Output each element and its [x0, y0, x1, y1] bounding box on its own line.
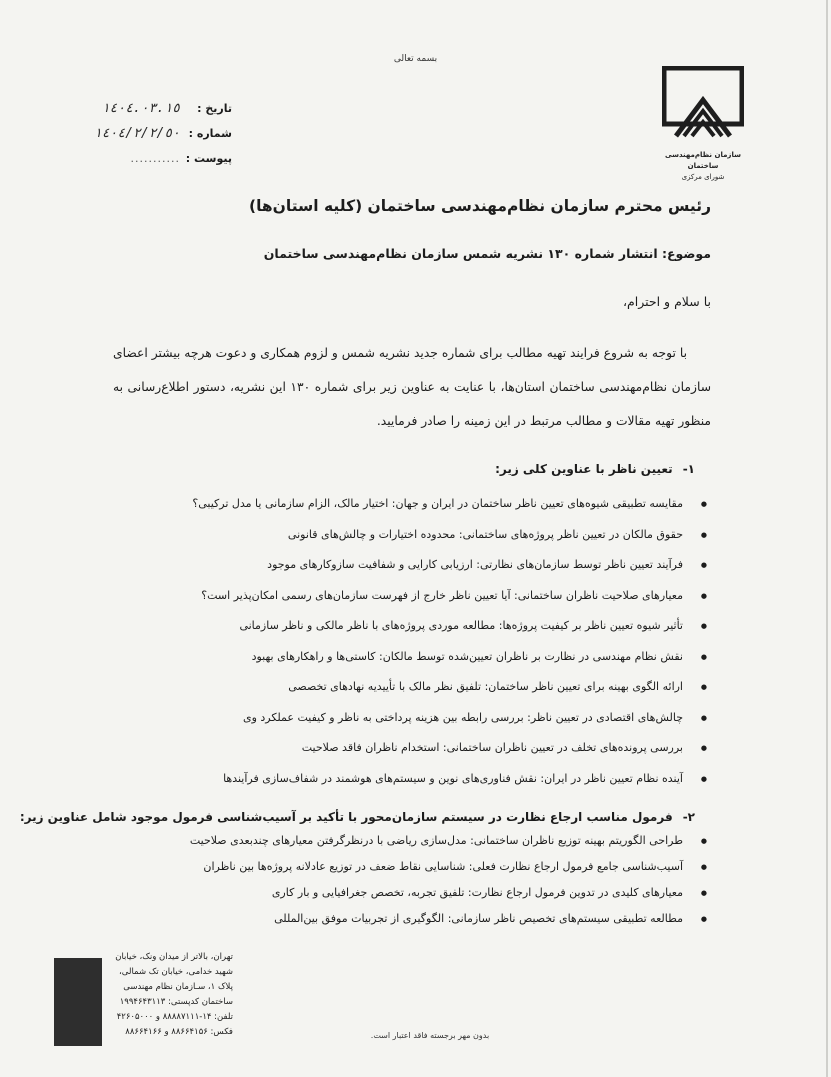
subject: موضوع: انتشار شماره ۱۳۰ نشریه شمس سازمان نظام‌مهندسی ساختمان — [263, 246, 711, 261]
scan-edge — [826, 0, 828, 1077]
logo-organization-sub: شورای مرکزی — [681, 173, 725, 181]
list-item: ● آسیب‌شناسی جامع فرمول ارجاع نظارت فعلی: شناسایی نقاط ضعف در توزیع عادلانه پروژه‌ها بین ناظران — [91, 854, 711, 880]
logo-house-icon — [662, 66, 744, 146]
section-title: فرمول مناسب ارجاع نظارت در سیستم سازمان‌محور با تأکید بر آسیب‌شناسی فرمول موجود شامل عناوین زیر: — [19, 810, 673, 824]
stamp-validity-note: بدون مهر برجسته فاقد اعتبار است. — [370, 1031, 490, 1040]
attachment-label: پیوست : — [185, 152, 232, 165]
list-item: ● چالش‌های اقتصادی در تعیین ناظر: بررسی رابطه بین هزینه پرداختی به ناظر و کیفیت عملکرد وی — [91, 703, 711, 734]
attachment-value: ........... — [130, 152, 180, 165]
date-label: تاریخ : — [197, 102, 232, 115]
date-row — [82, 96, 232, 121]
section-number: ۱- — [682, 462, 695, 476]
list-item: ● معیارهای صلاحیت ناظران ساختمانی: آیا تعیین ناظر خارج از فهرست سازمان‌های رسمی امکان‌پذیر است؟ — [91, 581, 711, 612]
section-2 — [19, 804, 711, 932]
date-value: ١٤٠٤.٠٣.١٥ — [101, 101, 180, 116]
footer-emblem-block — [54, 958, 102, 1046]
section-heading — [91, 462, 711, 489]
section-1 — [91, 462, 711, 794]
address-line: شهید خدامی، خیابان تک شمالی، — [119, 967, 233, 977]
basmala: بسمه تعالی — [393, 54, 438, 64]
address-line: فکس: ۸۸۶۶۴۱۵۶ و ۸۸۶۶۴۱۶۶ — [125, 1027, 233, 1037]
address-line: تلفن: ۱۴-۸۸۸۸۷۱۱۱ و ۴۲۶۰۵۰۰۰ — [116, 1012, 233, 1022]
attachment-row — [82, 146, 232, 171]
number-row — [82, 121, 232, 146]
section-2-list — [91, 828, 711, 932]
number-value: ١٤٠٤/٢/٢/٥٠ — [93, 126, 180, 141]
list-item: ● مقایسه تطبیقی شیوه‌های تعیین ناظر ساختمان در ایران و جهان: اختیار مالک، الزام سازمانی یا مدل ترکیبی؟ — [91, 489, 711, 520]
letter-body — [113, 336, 711, 438]
recipient: رئیس محترم سازمان نظام‌مهندسی ساختمان (کلیه استان‌ها) — [249, 197, 711, 215]
list-item: ● ارائه الگوی بهینه برای تعیین ناظر ساختمان: تلفیق نظر مالک با تأییدیه نهادهای تخصصی — [91, 672, 711, 703]
letter-body-text: با توجه به شروع فرایند تهیه مطالب برای شماره جدید نشریه شمس و لزوم همکاری و دعوت هرچه بیشتر اعضای سازمان نظام‌مهندسی ساختمان استان‌ها، با عنایت به عناوین زیر برای شماره ۱۳۰ این نشریه، دستور اطلاع‌رسانی به منظور تهیه مقالات و مطالب مرتبط در این زمینه را صادر فرمایید. — [113, 346, 711, 428]
list-item: ● حقوق مالکان در تعیین ناظر پروژه‌های ساختمانی: محدوده اختیارات و چالش‌های قانونی — [91, 520, 711, 551]
letter-meta — [82, 96, 232, 171]
address-line: تهران، بالاتر از میدان ونک، خیابان — [115, 952, 233, 962]
address-line: ساختمان کدپستی: ۱۹۹۴۶۴۳۱۱۳ — [119, 997, 233, 1007]
section-number: ۲- — [682, 810, 695, 824]
section-heading — [19, 804, 711, 828]
list-item: ● تأثیر شیوه تعیین ناظر بر کیفیت پروژه‌ها: مطالعه موردی پروژه‌های با ناظر مالکی و ناظر سازمانی — [91, 611, 711, 642]
list-item: ● طراحی الگوریتم بهینه توزیع ناظران ساختمانی: مدل‌سازی ریاضی با درنظرگرفتن معیارهای چندبعدی صلاحیت — [91, 828, 711, 854]
section-1-list — [91, 489, 711, 794]
list-item: ● نقش نظام مهندسی در نظارت بر ناظران تعیین‌شده توسط مالکان: کاستی‌ها و راهکارهای بهبود — [91, 642, 711, 673]
greeting: با سلام و احترام، — [622, 294, 711, 309]
list-item: ● فرآیند تعیین ناظر توسط سازمان‌های نظارتی: ارزیابی کارایی و شفافیت سازوکارهای موجود — [91, 550, 711, 581]
logo-organization-name: سازمان نظام‌مهندسی ساختمان — [665, 151, 741, 170]
list-item: ● معیارهای کلیدی در تدوین فرمول ارجاع نظارت: تلفیق تجربه، تخصص جغرافیایی و بار کاری — [91, 880, 711, 906]
list-item: ● مطالعه تطبیقی سیستم‌های تخصیص ناظر سازمانی: الگوگیری از تجربیات موفق بین‌المللی — [91, 906, 711, 932]
organization-logo — [653, 66, 753, 182]
number-label: شماره : — [188, 127, 232, 140]
list-item: ● بررسی پرونده‌های تخلف در تعیین ناظران ساختمانی: استخدام ناظران فاقد صلاحیت — [91, 733, 711, 764]
list-item: ● آینده نظام تعیین ناظر در ایران: نقش فناوری‌های نوین و سیستم‌های هوشمند در شفاف‌سازی فرآیندها — [91, 764, 711, 795]
section-title: تعیین ناظر با عناوین کلی زیر: — [495, 462, 673, 476]
footer-address — [108, 950, 233, 1040]
address-line: پلاک ۱، سـازمان نظام مهندسی — [123, 982, 233, 992]
